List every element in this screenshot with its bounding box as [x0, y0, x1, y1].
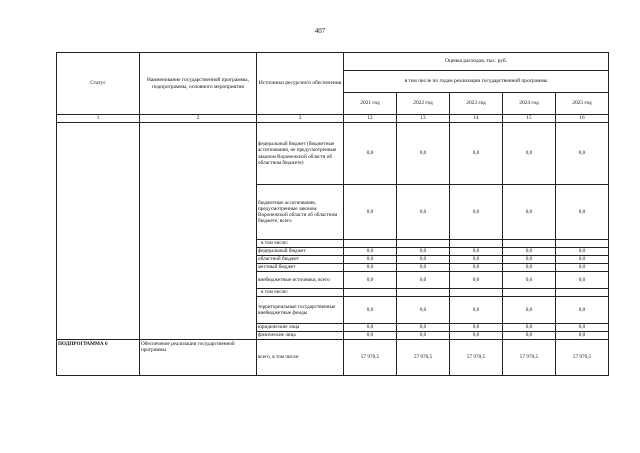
name-cell-empty	[140, 123, 257, 340]
value-cell	[397, 240, 450, 248]
source-label: физические лица	[257, 332, 344, 340]
header-year: 2022 год	[397, 93, 450, 115]
source-label: федеральный бюджет (бюджетные ассигнования, не предусмотренные законом Воронежской области об областном бюджете)	[257, 123, 344, 185]
subprogram-status: ПОДПРОГРАММА 6	[57, 340, 140, 376]
value-cell: 0,0	[344, 256, 397, 264]
header-estimate: Оценка расходов, тыс. руб.	[344, 53, 609, 71]
value-cell: 0,0	[397, 332, 450, 340]
value-cell: 0,0	[450, 297, 503, 324]
value-cell	[503, 240, 556, 248]
header-year: 2024 год	[503, 93, 556, 115]
source-label: областной бюджет	[257, 256, 344, 264]
value-cell: 0,0	[503, 123, 556, 185]
value-cell: 0,0	[503, 272, 556, 289]
subprogram-value: 57 970,5	[556, 340, 609, 376]
value-cell	[556, 240, 609, 248]
value-cell: 0,0	[556, 264, 609, 272]
subprogram-value: 57 970,5	[397, 340, 450, 376]
value-cell	[450, 240, 503, 248]
header-year: 2023 год	[450, 93, 503, 115]
value-cell: 0,0	[450, 256, 503, 264]
header-row-1	[57, 53, 609, 71]
subprogram-name: Обеспечение реализации государственной программы	[140, 340, 257, 376]
page-number: 407	[314, 27, 326, 35]
header-name: Наименование государственной программы, подпрограммы, основного мероприятия	[140, 53, 257, 115]
source-label: в том числе:	[257, 289, 344, 297]
source-label: юридические лица	[257, 324, 344, 332]
header-year: 2025 год	[556, 93, 609, 115]
value-cell: 0,0	[450, 264, 503, 272]
subprogram-value: 57 970,5	[344, 340, 397, 376]
value-cell: 0,0	[344, 123, 397, 185]
column-number-row	[57, 115, 609, 123]
subprogram-value: 57 970,5	[503, 340, 556, 376]
table-row	[57, 123, 609, 185]
value-cell: 0,0	[344, 248, 397, 256]
value-cell: 0,0	[344, 272, 397, 289]
value-cell	[344, 240, 397, 248]
column-number: 2	[140, 115, 257, 123]
value-cell: 0,0	[503, 256, 556, 264]
value-cell: 0,0	[503, 185, 556, 240]
value-cell: 0,0	[397, 185, 450, 240]
header-status: Статус	[57, 53, 140, 115]
source-label: внебюджетные источники, всего	[257, 272, 344, 289]
value-cell: 0,0	[450, 272, 503, 289]
subprogram-row	[57, 340, 609, 376]
header-year: 2021 год	[344, 93, 397, 115]
budget-table	[56, 52, 609, 376]
value-cell: 0,0	[503, 297, 556, 324]
column-number: 14	[450, 115, 503, 123]
value-cell	[397, 289, 450, 297]
header-source: Источники ресурсного обеспечения	[257, 53, 344, 115]
value-cell: 0,0	[344, 332, 397, 340]
value-cell: 0,0	[344, 297, 397, 324]
value-cell: 0,0	[397, 248, 450, 256]
value-cell: 0,0	[397, 297, 450, 324]
value-cell: 0,0	[503, 248, 556, 256]
column-number: 15	[503, 115, 556, 123]
value-cell	[450, 289, 503, 297]
value-cell: 0,0	[556, 324, 609, 332]
column-number: 1	[57, 115, 140, 123]
value-cell: 0,0	[397, 123, 450, 185]
subprogram-value: 57 970,5	[450, 340, 503, 376]
value-cell: 0,0	[556, 123, 609, 185]
status-cell-empty	[57, 123, 140, 340]
value-cell: 0,0	[450, 324, 503, 332]
column-number: 12	[344, 115, 397, 123]
value-cell: 0,0	[450, 185, 503, 240]
source-label: местный бюджет	[257, 264, 344, 272]
column-number: 3	[257, 115, 344, 123]
value-cell: 0,0	[556, 332, 609, 340]
value-cell: 0,0	[503, 264, 556, 272]
header-including-years: в том числе по годам реализации государственной программы	[344, 71, 609, 93]
value-cell: 0,0	[344, 324, 397, 332]
value-cell: 0,0	[503, 332, 556, 340]
value-cell: 0,0	[556, 272, 609, 289]
value-cell: 0,0	[450, 248, 503, 256]
value-cell	[344, 289, 397, 297]
value-cell: 0,0	[397, 264, 450, 272]
value-cell: 0,0	[397, 324, 450, 332]
value-cell: 0,0	[556, 297, 609, 324]
value-cell: 0,0	[503, 324, 556, 332]
column-number: 13	[397, 115, 450, 123]
value-cell: 0,0	[397, 256, 450, 264]
value-cell: 0,0	[450, 123, 503, 185]
subprogram-source: всего, в том числе:	[257, 340, 344, 376]
source-label: в том числе:	[257, 240, 344, 248]
value-cell: 0,0	[344, 264, 397, 272]
value-cell: 0,0	[450, 332, 503, 340]
source-label: территориальные государственные внебюджетные фонды	[257, 297, 344, 324]
value-cell	[556, 289, 609, 297]
source-label: федеральный бюджет	[257, 248, 344, 256]
value-cell: 0,0	[344, 185, 397, 240]
column-number: 16	[556, 115, 609, 123]
value-cell: 0,0	[397, 272, 450, 289]
value-cell: 0,0	[556, 185, 609, 240]
value-cell: 0,0	[556, 248, 609, 256]
source-label: бюджетные ассигнования, предусмотренные законом Воронежской области об областном бюджете, всего	[257, 185, 344, 240]
value-cell	[503, 289, 556, 297]
value-cell: 0,0	[556, 256, 609, 264]
